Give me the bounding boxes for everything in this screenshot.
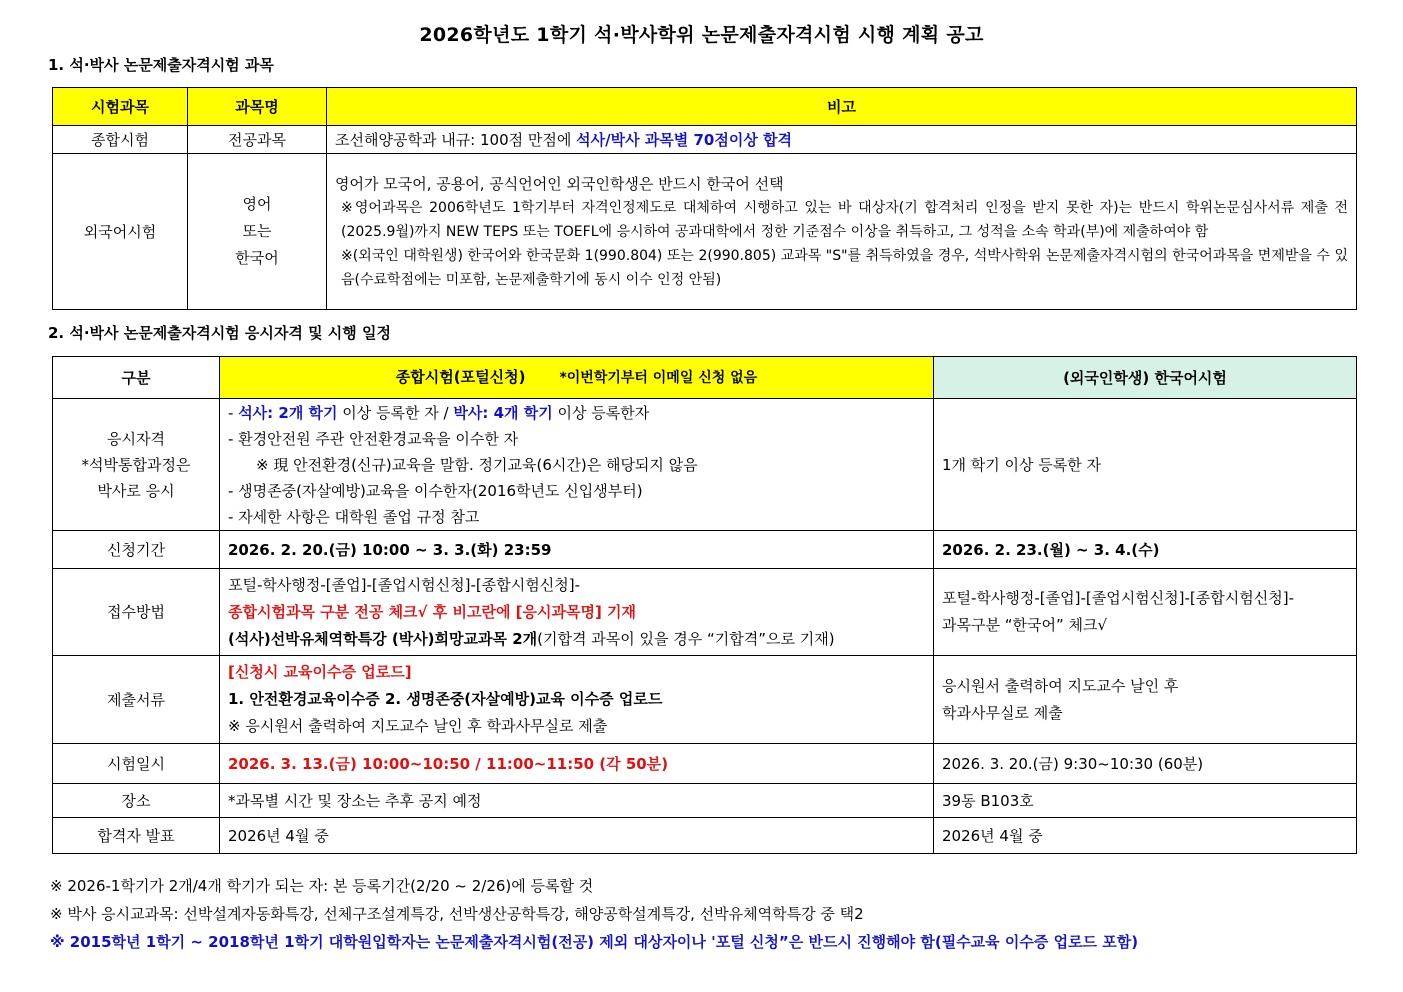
subject-name-language [188,154,327,310]
subject-note-language [327,154,1357,310]
method-portal-path: 포털-학사행정-[졸업]-[졸업시험신청]-[종합시험신청]- [228,575,580,594]
subject-row-language [53,154,1357,310]
row-place [53,784,1357,818]
documents-comprehensive [220,656,934,744]
language-option-english: 영어 [242,195,272,213]
subjects-table [52,87,1357,310]
eligibility-semesters: - 석사: 2개 학기 이상 등록한 자 / 박사: 4개 학기 이상 등록한자 [228,403,650,422]
note-doctoral-subjects: ※ 박사 응시교과목: 선박설계자동화특강, 선체구조설계특강, 선박생산공학특강, 해양공학설계특강, 선박유체역학특강 중 택2 [50,905,864,923]
method-subjects: (석사)선박유체역학특강 (박사)희망교과목 2개(기합격 과목이 있을 경우 “기합격”으로 기재) [228,629,835,648]
label-period: 신청기간 [53,531,220,569]
exam-date-comprehensive: 2026. 3. 13.(금) 10:00~10:50 / 11:00~11:50 (각 50분) [220,744,934,784]
note-registration: ※ 2026-1학기가 2개/4개 학기가 되는 자: 본 등록기간(2/20 ~ 2/26)에 등록할 것 [50,877,594,895]
eligibility-safety-education: - 환경안전원 주관 안전환경교육을 이수한 자 [228,429,519,448]
header-comprehensive-label: 종합시험(포털신청) [395,368,526,386]
place-comprehensive: *과목별 시간 및 장소는 추후 공지 예정 [220,784,934,818]
subjects-header-row [53,88,1357,126]
note-english-substitution: ※영어과목은 2006학년도 1학기부터 자격인정제도로 대체하여 시행하고 있는 바 대상자(기 합격처리 인정을 받지 못한 자)는 반드시 학위논문심사서류 제출 전(2025.9월)까지 NEW TEPS 또는 TOEFL에 응시하여 공과대학에서 정한 기준점수 이상을 취득하고, 그 성적을 소속 학과(부)에 제출하여야 함 [341,199,1348,240]
documents-korean-2: 학과사무실로 제출 [942,703,1063,722]
method-korean-path: 포털-학사행정-[졸업]-[졸업시험신청]-[종합시험신청]- [942,589,1294,607]
row-period [53,531,1357,569]
footnotes [50,872,1138,956]
header-note: 비고 [327,88,1357,126]
exam-date-korean: 2026. 3. 20.(금) 9:30~10:30 (60분) [934,744,1357,784]
row-method [53,569,1357,656]
subject-name-major: 전공과목 [188,126,327,154]
schedule-header-row [53,357,1357,399]
page-title: 2026학년도 1학기 석·박사학위 논문제출자격시험 시행 계획 공고 [419,24,984,46]
subject-comprehensive: 종합시험 [53,126,188,154]
note-korean-exemption: ※(외국인 대학원생) 한국어와 한국문화 1(990.804) 또는 2(990.805) 교과목 "S"를 취득하였을 경우, 석박사학위 논문제출자격시험의 한국어과목을 면제받을 수 있음(수료학점에는 미포함, 논문제출학기에 동시 이수 인정 안됨) [341,247,1348,288]
header-name: 과목명 [188,88,327,126]
eligibility-label-3: 박사로 응시 [97,481,175,500]
language-option-or: 또는 [242,222,272,240]
label-eligibility [53,399,220,531]
row-eligibility [53,399,1357,531]
row-documents [53,656,1357,744]
result-comprehensive: 2026년 4월 중 [220,818,934,854]
eligibility-label-2: *석박통합과정은 [81,455,191,474]
note-exemption-portal: ※ 2015학년 1학기 ~ 2018학년 1학기 대학원입학자는 논문제출자격시험(전공) 제외 대상자이나 '포털 신청”은 반드시 진행해야 함(필수교육 이수증 업로드 포함) [50,933,1139,951]
period-korean: 2026. 2. 23.(월) ~ 3. 4.(수) [934,531,1357,569]
row-result [53,818,1357,854]
documents-korean-1: 응시원서 출력하여 지도교수 날인 후 [942,676,1179,695]
subject-note-comprehensive [327,126,1357,154]
eligibility-comprehensive [220,399,934,531]
result-korean: 2026년 4월 중 [934,818,1357,854]
note-rule: 조선해양공학과 내규: 100점 만점에 [335,130,577,149]
place-korean: 39동 B103호 [934,784,1357,818]
subject-row-comprehensive [53,126,1357,154]
documents-korean [934,656,1357,744]
label-exam-date: 시험일시 [53,744,220,784]
period-comprehensive: 2026. 2. 20.(금) 10:00 ~ 3. 3.(화) 23:59 [220,531,934,569]
label-documents: 제출서류 [53,656,220,744]
subject-language: 외국어시험 [53,154,188,310]
header-email-note: *이번학기부터 이메일 신청 없음 [559,370,758,386]
header-korean: (외국인학생) 한국어시험 [934,357,1357,399]
eligibility-reference: - 자세한 사항은 대학원 졸업 규정 참고 [228,507,480,526]
section1-heading: 1. 석·박사 논문제출자격시험 과목 [48,56,274,74]
label-result: 합격자 발표 [53,818,220,854]
note-korean-required: 영어가 모국어, 공용어, 공식언어인 외국인학생은 반드시 한국어 선택 [335,174,784,193]
eligibility-suicide-prevention: - 생명존중(자살예방)교육을 이수한자(2016학년도 신입생부터) [228,481,643,500]
schedule-table [52,356,1357,854]
eligibility-safety-note: ※ 現 안전환경(신규)교육을 말함. 정기교육(6시간)은 해당되지 않음 [256,455,698,474]
documents-application-note: ※ 응시원서 출력하여 지도교수 날인 후 학과사무실로 제출 [228,717,608,735]
header-subject: 시험과목 [53,88,188,126]
section2-heading: 2. 석·박사 논문제출자격시험 응시자격 및 시행 일정 [48,324,391,342]
eligibility-label-1: 응시자격 [107,429,165,448]
method-comprehensive [220,569,934,656]
header-category: 구분 [53,357,220,399]
documents-certificates: 1. 안전환경교육이수증 2. 생명존중(자살예방)교육 이수증 업로드 [228,690,663,708]
method-check-instruction: 종합시험과목 구분 전공 체크√ 후 비고란에 [응시과목명] 기재 [228,602,637,621]
language-option-korean: 한국어 [235,249,279,267]
row-exam-date [53,744,1357,784]
label-place: 장소 [53,784,220,818]
label-method: 접수방법 [53,569,220,656]
header-comprehensive [220,357,934,399]
documents-upload-title: [신청시 교육이수증 업로드] [228,663,412,681]
method-korean [934,569,1357,656]
method-korean-check: 과목구분 “한국어” 체크√ [942,616,1108,634]
eligibility-korean: 1개 학기 이상 등록한 자 [934,399,1357,531]
note-pass-criteria: 석사/박사 과목별 70점이상 합격 [576,130,793,149]
